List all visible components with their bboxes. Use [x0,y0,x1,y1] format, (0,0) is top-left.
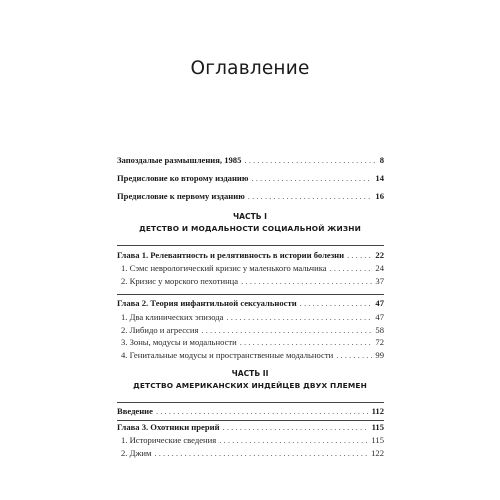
page-title: Оглавление [190,58,310,79]
toc-entry-preface-second [117,172,384,184]
leader-dots [336,349,372,361]
toc-page-number: 22 [375,250,384,260]
leader-dots [219,434,368,446]
toc-page-number: 24 [375,263,384,273]
toc-entry-label: Введение [117,406,153,416]
chapter-divider [117,402,384,403]
toc-entry-section [121,447,384,459]
chapter-divider [117,245,384,246]
toc-entry-section [121,311,384,323]
toc-entry-section [121,336,384,348]
toc-page-number: 8 [379,155,384,165]
leader-dots [300,297,373,309]
toc-page-number: 112 [371,406,384,416]
toc-entry-label: Глава 2. Теория инфантильной сексуальности [117,298,297,308]
toc-page-number: 72 [375,337,384,347]
leader-dots [241,275,372,287]
toc-page-number: 16 [375,191,384,201]
part-title: ДЕТСТВО И МОДАЛЬНОСТИ СОЦИАЛЬНОЙ ЖИЗНИ [139,224,361,233]
toc-entry-label: Предисловие ко второму изданию [117,173,249,183]
toc-entry-introduction [117,405,384,417]
leader-dots [244,154,376,166]
leader-dots [223,421,369,433]
toc-page-number: 115 [371,422,384,432]
leader-dots [248,190,373,202]
toc-entry-label: 1. Два клинических эпизода [121,312,224,322]
part-title: ДЕТСТВО АМЕРИКАНСКИХ ИНДЕЙЦЕВ ДВУХ ПЛЕМЕН [133,381,367,390]
leader-dots [347,249,372,261]
toc-page-number: 47 [375,298,384,308]
toc-entry-section [121,434,384,446]
toc-entry-label: 4. Генитальные модусы и пространственные модальности [121,350,334,360]
leader-dots [226,311,372,323]
toc-entry-chapter-2 [117,297,384,309]
toc-page-number: 47 [375,312,384,322]
toc-page-number: 115 [371,435,384,445]
chapter-divider [117,294,384,295]
toc-entry-section [121,262,384,274]
toc-entry-label: 1. Сэмс неврологический кризис у маленького мальчика [121,263,327,273]
leader-dots [201,324,372,336]
toc-page-number: 37 [375,276,384,286]
toc-page-number: 14 [375,173,384,183]
toc-entry-chapter-3 [117,421,384,433]
toc-entry-preface-first [117,190,384,202]
toc-entry-label: Глава 3. Охотники прерий [117,422,220,432]
toc-entry-label: Предисловие к первому изданию [117,191,245,201]
toc-entry-label: 2. Джим [121,448,152,458]
toc-entry-label: Запоздалые размышления, 1985 [117,155,242,165]
leader-dots [156,405,369,417]
part-label: ЧАСТЬ II [231,369,269,378]
toc-entry-chapter-1 [117,249,384,261]
toc-entry-label: Глава 1. Релевантность и релятивность в истории болезни [117,250,345,260]
leader-dots [251,172,372,184]
toc-entry-label: 2. Кризис у морского пехотинца [121,276,239,286]
part-label: ЧАСТЬ I [232,212,268,221]
leader-dots [240,336,373,348]
toc-entry-section [121,349,384,361]
toc-entry-section [121,275,384,287]
toc-entry-label: 1. Исторические сведения [121,435,217,445]
leader-dots [154,447,368,459]
toc-entry-afterthoughts [117,154,384,166]
toc-page-number: 99 [375,350,384,360]
toc-page-number: 58 [375,325,384,335]
toc-entry-label: 3. Зоны, модусы и модальности [121,337,237,347]
toc-entry-section [121,324,384,336]
leader-dots [330,262,373,274]
toc-entry-label: 2. Либидо и агрессия [121,325,199,335]
toc-page-number: 122 [371,448,384,458]
